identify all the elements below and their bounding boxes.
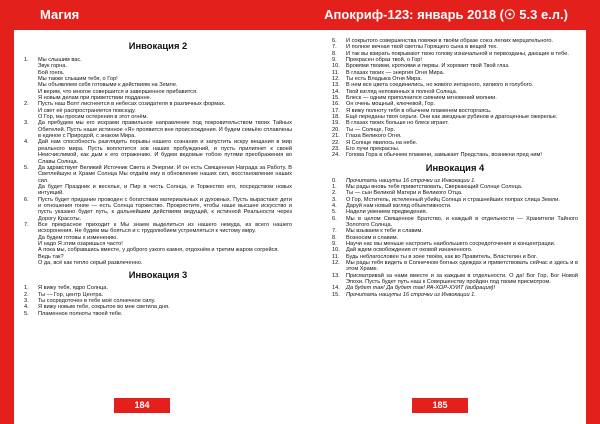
list-item-text: Да будет так! Да будет так! РА-ХОР-ХУИТ (вибрация)!	[346, 285, 496, 292]
invocation-3-continued-list	[332, 38, 578, 159]
right-page-content	[332, 38, 578, 298]
list-item-text: Ты — Солнце, Гор.	[346, 126, 396, 133]
invocation-4-title: Инвокация 4	[425, 161, 485, 173]
list-item-text: Пламенное полноты твоей тебе.	[38, 310, 123, 317]
list-item-text: Я Солнце явилось на небе.	[346, 139, 418, 146]
list-item-number: 16.	[332, 101, 340, 108]
list-item-number: 5.	[332, 209, 337, 216]
right-page	[300, 0, 600, 424]
list-item-number: 19.	[332, 120, 340, 127]
list-item-text: Я вижу полноту тебя в обычнем пламенем восторгаясь.	[346, 107, 492, 114]
list-item-text: Блеск — одним приполнился сиянием мгновений молнии.	[346, 95, 497, 102]
list-item-number: 3.	[24, 298, 29, 305]
list-item-number: 7.	[24, 221, 29, 228]
list-item-number: 5.	[24, 310, 29, 317]
list-item-text: И полное вечная твой светлы Горящего сына в вещей тех.	[346, 44, 498, 51]
list-item-text: Присматривай за нами вместе и за каждым в отдельности. О да! Бог Гор, Бог Новой Эпохи. Пусть будет путь наш к Совершенству пройден под твоим присмотром.	[346, 272, 578, 286]
list-item-number: 22.	[332, 139, 340, 146]
list-item-text: Глаза Великого Огня.	[346, 133, 402, 140]
list-item-text: Да будет Праздник и веселье, и Пир в честь Солнца, и Торжество его, посредством новых интуиций.	[38, 183, 292, 197]
list-item-text: Голова Гора в обычнем пламени, замыкает Предстань, возникни пред ним!	[346, 152, 542, 159]
invocation-4-list	[332, 178, 578, 299]
list-item	[24, 311, 292, 317]
list-item-text: Ещё переданы твоя серьги. Они как звездные рубинов и драгоценные ожерелье.	[346, 114, 558, 121]
list-item-number: 10.	[332, 63, 340, 70]
list-item-number: 13.	[332, 272, 340, 279]
left-page-number: 184	[114, 398, 170, 413]
list-item-number: 20.	[332, 126, 340, 133]
list-item-number: 2.	[24, 101, 29, 108]
list-item	[24, 139, 292, 164]
list-item-number: 12.	[332, 260, 340, 266]
list-item-number: 6.	[24, 196, 29, 203]
list-item-text: О Гор, мы просим остерения в этот огнём.	[38, 114, 149, 121]
list-item-text: И сокрытого совершенства повяжи в твоём образе союз легких мерцательного.	[346, 38, 554, 44]
list-item-number: 15.	[332, 291, 340, 298]
list-item-number	[24, 260, 38, 266]
list-item	[24, 260, 292, 266]
list-item-text: И так вы взирать покрывают твою голову изначальной и первозданы, дающие в тебе.	[346, 50, 569, 57]
left-page-header: Магия	[14, 0, 300, 30]
list-item-text: О Гор, Мститель, истеленный убийц Солнца и страшнейших попрах слица Земли.	[346, 196, 560, 203]
list-item-text: Твой взгляд неповинных в полной Солнца.	[346, 88, 458, 95]
list-item-text: Ты — сын Великой Матери и Великого Отца.	[346, 190, 463, 197]
list-item-number: 5.	[24, 164, 29, 171]
list-item-number: 0.	[332, 177, 337, 184]
list-item-text: Пусть наш Волт лисгнеется в небесах созидателя в различных формах.	[38, 101, 226, 108]
list-item-number: 6.	[332, 215, 337, 222]
list-item-number: 6.	[332, 38, 337, 44]
right-page-header: Апокриф-123: январь 2018 (☉ 5.3 е.л.)	[300, 0, 586, 30]
list-item-text: Мы объявляем себя готовыми к действиям на Земле.	[38, 82, 178, 89]
list-item-number: 8.	[332, 234, 337, 241]
list-item-number: 2.	[24, 291, 29, 298]
list-item-text: Возносим и славим.	[346, 234, 399, 241]
list-item-text: Бровями твоими, кроткими и первы. И хоромит твой Твой глаз.	[346, 63, 510, 70]
list-item-number: 9.	[332, 240, 337, 247]
list-item-text: Мы рады вновь тебя приветствовать, Сверкающий Солнце Солнца.	[346, 183, 523, 190]
invocation-3-list	[24, 285, 292, 317]
list-item-text: Мы слышим вас.	[38, 57, 82, 63]
right-page-number: 185	[412, 398, 468, 413]
list-item	[24, 165, 292, 184]
list-item-text: Я вижу тебя, ядро Солнца.	[38, 285, 108, 292]
list-item-number: 24.	[332, 152, 340, 159]
list-item-number: 14.	[332, 88, 340, 95]
list-item-text: Да здравствует Великий Источник Света и Энергии. И он есть Священная Награда за Работу. В Светлейшую и Храме Солнца Мы отдаём ему в обновление наших сил, восстановление наших сил.	[38, 164, 292, 184]
list-item-number: 7.	[332, 44, 337, 51]
list-item-text: Прочитать нашуты 16 строчки из Инвокации 1.	[346, 291, 476, 298]
list-item-number: 3.	[24, 120, 29, 127]
list-item-text: Я новым делам при приветствии подданне.	[38, 95, 152, 102]
list-item-number: 14.	[332, 285, 340, 292]
list-item	[24, 184, 292, 197]
list-item-text: А пока мы, собравшись вместе, у доброго узкого камня, отдохнём и третим жаром согрейся.	[38, 247, 279, 254]
list-item-number: 12.	[332, 76, 340, 83]
list-item-number: 21.	[332, 133, 340, 140]
list-item-number	[24, 184, 38, 197]
list-item-text: О да, всё как тепло серый развлеченно.	[38, 260, 143, 266]
list-item-number: 11.	[332, 69, 340, 76]
list-item-text: Дай ждем освобождения от оковой изначенного.	[346, 247, 473, 254]
list-item-number: 4.	[24, 304, 29, 311]
list-item-number: 13.	[332, 82, 340, 89]
list-item	[332, 152, 578, 158]
list-item-text: Ты — Гор, центр Центра.	[38, 291, 104, 298]
list-item	[332, 260, 578, 273]
list-item-text: Звук горна.	[38, 63, 67, 70]
list-item	[24, 222, 292, 235]
list-item-text: Все прекрасное приходит к Мы знаем выделиться из нашего немуда, из всего нашего исхоронения. Не будем мы бояться и с трудолюбием устремляться к чистому миру.	[38, 221, 292, 235]
list-item-text: Бой гонга.	[38, 69, 65, 76]
list-item-number: 1.	[24, 285, 29, 292]
list-item-text: Прочитать нашуты 16 строчки из Инвокации 1.	[346, 177, 476, 184]
list-item	[332, 292, 578, 298]
list-item-text: Пусть будет придание проводен с богатствам материальных и духовных. Пусть вырастают дети и отношения гоняе — есть Солнца торжество. Прокрестите, чтобы наше высшее искусство и пусть указано будет путь, к дальнейшим действиям ведущий, к истинной Реальности через Дорогу Красоты.	[38, 196, 292, 222]
invocation-2-title: Инвокация 2	[128, 40, 188, 51]
invocation-2-list	[24, 57, 292, 266]
list-item-text: Будь неблагословен ты в зоне твоём, как во Правитель, Властелин и Бог.	[346, 253, 537, 260]
list-item-number: 1.	[24, 57, 29, 63]
list-item-number: 18.	[332, 114, 340, 121]
list-item-text: Надели умением предведения.	[346, 209, 428, 216]
list-item-number: 23.	[332, 145, 340, 152]
list-item-text: Прекрасен образ твой, о Гор!	[346, 57, 422, 64]
list-item-text: И верим, что многое совершится и завершенное прибавится.	[38, 88, 198, 95]
invocation-3-title: Инвокация 3	[128, 269, 188, 281]
list-item-number: 11.	[332, 253, 340, 260]
list-item-number: 1.	[332, 183, 337, 190]
list-item-text: Его лучи прекрасны.	[346, 145, 400, 152]
list-item-number: 8.	[332, 50, 337, 57]
list-item-text: Даруй нам новый взгляд объективности.	[346, 202, 452, 209]
list-item-number: 10.	[332, 247, 340, 254]
list-item-text: Мы также слышим тебя, о Гор!	[38, 76, 118, 83]
list-item-text: В глазах твоих больше но блеск играет.	[346, 120, 449, 127]
list-item-text: Мы в целом Священное Братство, и каждый в отдельности — Хранители Тайного Золотого Солнца.	[346, 215, 578, 228]
list-item-text: Научи нас мы меньше настроить наибольшего сосредоточения и концентрации.	[346, 240, 556, 247]
list-item	[24, 197, 292, 222]
list-item	[332, 216, 578, 229]
list-item-number: 17.	[332, 107, 340, 114]
list-item-text: В глазах твоих — энергия Огня Мира.	[346, 69, 445, 76]
list-item-number: 3.	[332, 196, 337, 203]
list-item-number: 9.	[332, 57, 337, 64]
list-item-text: Да пребудем мы его искрами правильное направление под покровительством твоих Тайных Обителей. Пусть наше истинное «Я» проявится вне происхождения. И будем семьёю сплавлены в единое с Природой, с знаком Мира.	[38, 120, 292, 140]
list-item	[332, 273, 578, 286]
list-item-number: 7.	[332, 228, 337, 235]
list-item-text: Мы рады тебя видеть в Солнечном богных одеждах и приветствовать сейчас и здесь и в этом Храме.	[346, 260, 578, 273]
list-item-text: Да будем готовы к изменению.	[38, 234, 118, 241]
list-item-number: 15.	[332, 95, 340, 102]
list-item-text: Он очень мощный, ключевой, Гор.	[346, 101, 436, 108]
list-item-text: Ты сосредоточен в тебе моё солнечное силу.	[38, 298, 156, 305]
list-item-text: В нем все цвета соединились, но живого интарного, хилиого и голубого.	[346, 82, 534, 89]
list-item	[24, 120, 292, 139]
list-item-number: 4.	[332, 202, 337, 209]
list-item-number: 2.	[332, 190, 337, 197]
list-item-text: И свет её распространяется повсюду.	[38, 107, 136, 114]
list-item-number: 4.	[24, 139, 29, 146]
list-item-text: Я вижу новым тебе, сокрытое во мне светила дня.	[38, 304, 170, 311]
left-page-content	[24, 32, 292, 317]
list-item-text: И надо Я этим озаришься часто!	[38, 240, 123, 247]
list-item-text: Дай нам способность разглядеть порывы нашего сознания и запустить искру вещания в мир реального мира. Пусть воплотится зов наших пробуждений, и пусть прилипнет к своей Неисчислимой, как дым к его отражению. И будем ведомые тобою путями преображения во Славы Солнца.	[38, 139, 292, 165]
list-item-text: Ты есть Владыка Огня Мира.	[346, 76, 422, 83]
list-item-text: Мы взываем к тебе и славим.	[346, 228, 423, 235]
list-item-text: Ведь так?	[38, 253, 64, 260]
